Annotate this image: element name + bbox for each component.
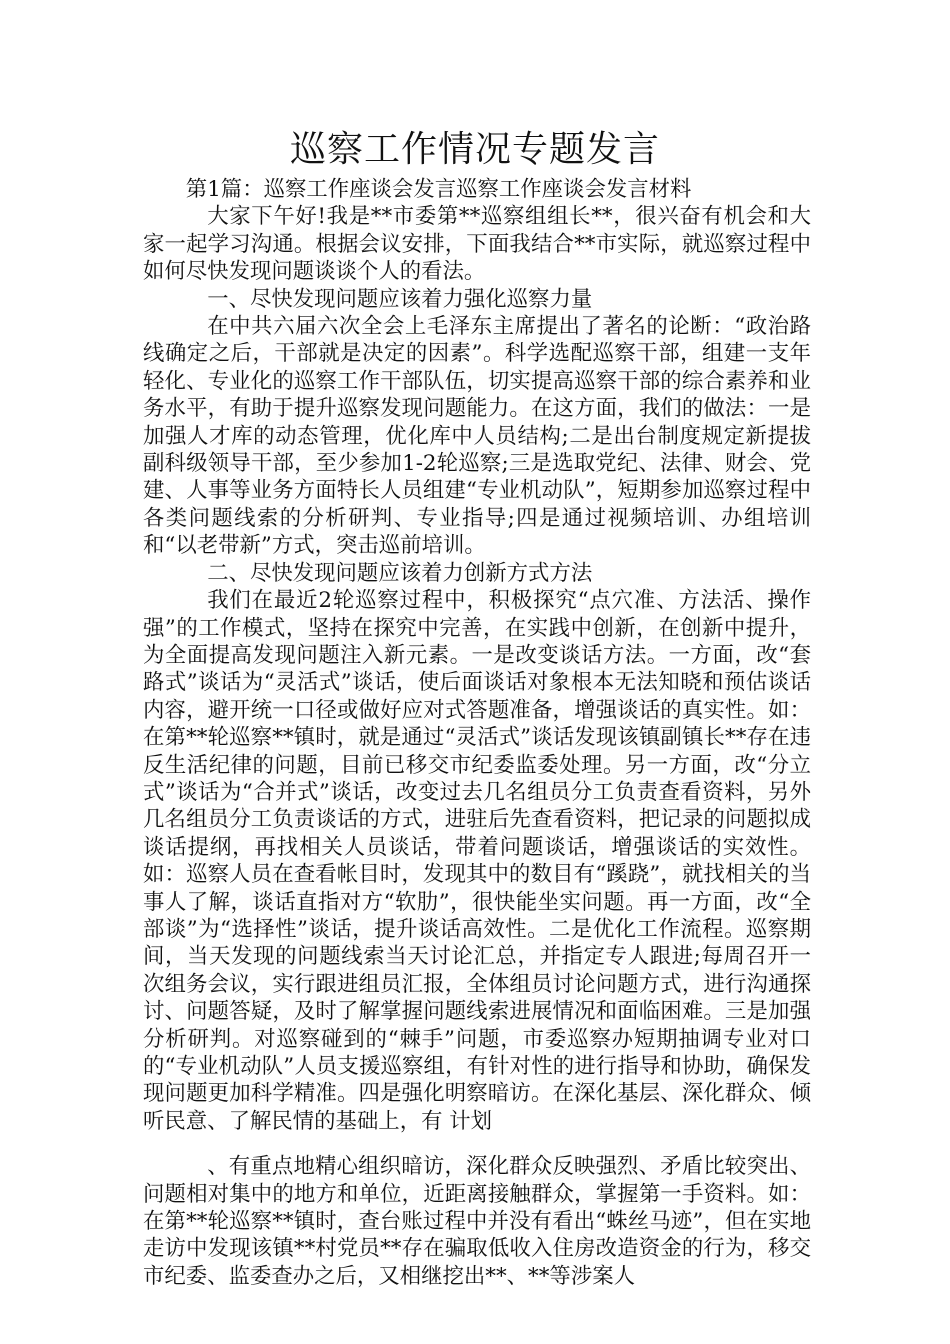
paragraph-methods: 我们在最近2轮巡察过程中，积极探究“点穴准、方法活、操作强”的工作模式，坚持在探究中完善，在实践中创新，在创新中提升，为全面提高发现问题注入新元素。一是改变谈话方法。一方面，改“套路式”谈话为“灵活式”谈话，使后面谈话对象根本无法知晓和预估谈话内容，避开统一口径或做好应对式答题准备，增强谈话的真实性。如：在第**轮巡察**镇时，就是通过“灵活式”谈话发现该镇副镇长**存在违反生活纪律的问题，目前已移交市纪委监委处理。另一方面，改“分立式”谈话为“合并式”谈话，改变过去几名组员分工负责查看资料，另外几名组员分工负责谈话的方式，进驻后先查看资料，把记录的问题拟成谈话提纲，再找相关人员谈话，带着问题谈话，增强谈话的实效性。如：巡察人员在查看帐目时，发现其中的数目有“蹊跷”，就找相关的当事人了解，谈话直指对方“软肋”，很快能坐实问题。再一方面，改“全部谈”为“选择性”谈话，提升谈话高效性。二是优化工作流程。巡察期间，当天发现的问题线索当天讨论汇总，并指定专人跟进;每周召开一次组务会议，实行跟进组员汇报，全体组员讨论问题方式，进行沟通探讨、问题答疑，及时了解掌握问题线索进展情况和面临困难。三是加强分析研判。对巡察碰到的“棘手”问题，市委巡察办短期抽调专业对口的“专业机动队”人员支援巡察组，有针对性的进行指导和协助，确保发现问题更加科学精准。四是强化明察暗访。在深化基层、深化群众、倾听民意、了解民情的基础上，有 计划 <box>143 588 811 1134</box>
subheading-innovate-methods: 二、尽快发现问题应该着力创新方式方法 <box>207 560 593 586</box>
subheading-strengthen-force: 一、尽快发现问题应该着力强化巡察力量 <box>207 286 593 312</box>
paragraph-continued: 、有重点地精心组织暗访，深化群众反映强烈、矛盾比较突出、问题相对集中的地方和单位，近距离接触群众，掌握第一手资料。如：在第**轮巡察**镇时，查台账过程中并没有看出“蛛丝马迹”，但在实地走访中发现该镇**村党员**存在骗取低收入住房改造资金的行为，移交市纪委、监委查办之后，又相继挖出**、**等涉案人 <box>143 1154 811 1289</box>
document-title: 巡察工作情况专题发言 <box>289 129 660 170</box>
paragraph-greeting: 大家下午好!我是**市委第**巡察组组长**，很兴奋有机会和大家一起学习沟通。根据会议安排，下面我结合**市实际，就巡察过程中如何尽快发现问题谈谈个人的看法。 <box>143 204 811 285</box>
paragraph-gap <box>143 1135 811 1153</box>
paragraph-cadre-selection: 在中共六届六次全会上毛泽东主席提出了著名的论断：“政治路线确定之后，干部就是决定的因素”。科学选配巡察干部，组建一支年轻化、专业化的巡察工作干部队伍，切实提高巡察干部的综合素养和业务水平，有助于提升巡察发现问题能力。在这方面，我们的做法：一是加强人才库的动态管理，优化库中人员结构;二是出台制度规定新提拔副科级领导干部，至少参加1-2轮巡察;三是选取党纪、法律、财会、党建、人事等业务方面特长人员组建“专业机动队”，短期参加巡察过程中各类问题线索的分析研判、专业指导;四是通过视频培训、办组培训和“以老带新”方式，突击巡前培训。 <box>143 314 811 559</box>
document-body <box>143 176 811 1290</box>
section-heading-part1: 第1篇：巡察工作座谈会发言巡察工作座谈会发言材料 <box>185 177 692 202</box>
